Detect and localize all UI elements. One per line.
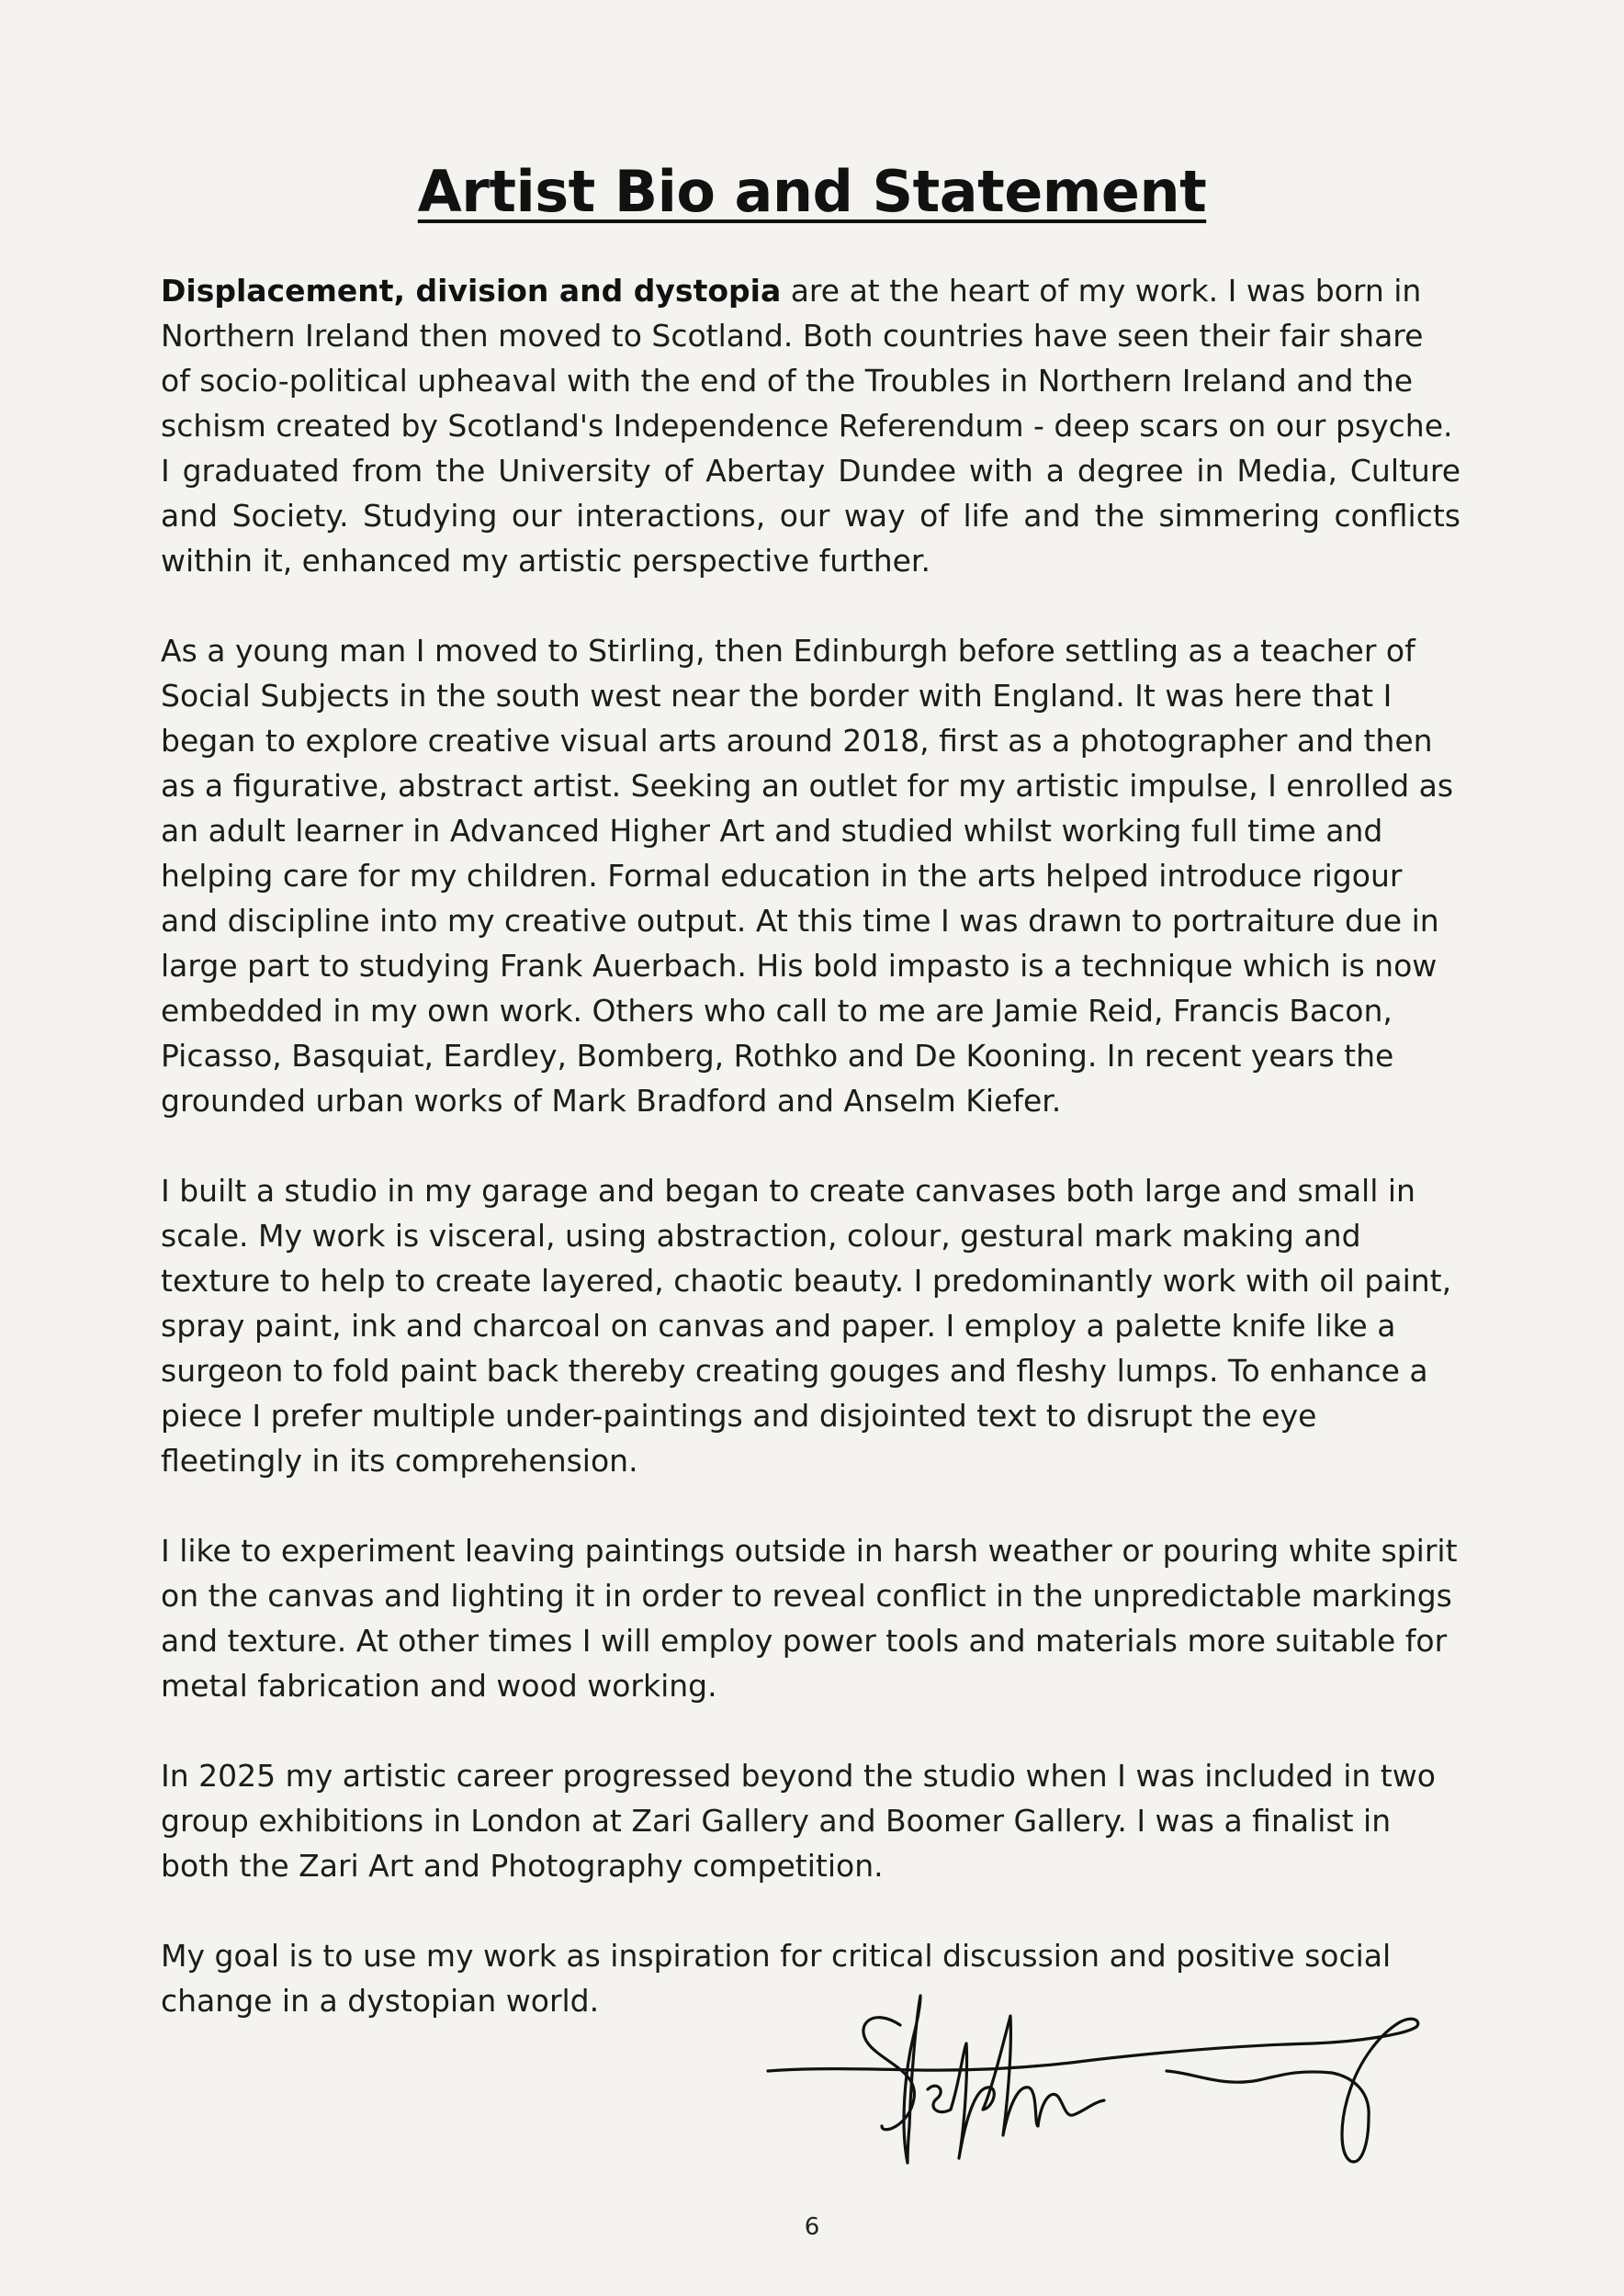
paragraph-5: In 2025 my artistic career progressed beyond the studio when I was included in two group exhibitions in London at Zari Gallery and Boomer Gallery. I was a finalist in both the Zari Art and Photography competition. bbox=[161, 1758, 1436, 1884]
paragraph-6: My goal is to use my work as inspiration for critical discussion and positive social change in a dystopian world. bbox=[161, 1938, 1392, 2019]
paragraph-2: As a young man I moved to Stirling, then Edinburgh before settling as a teacher of Social Subjects in the south west near the border with England. It was here that I began to explore creative visual arts around 2018, first as a photographer and then as a figurative, abstract artist. Seeking an outlet for my artistic impulse, I enrolled as an adult learner in Advanced Higher Art and studied whilst working full time and helping care for my children. Formal education in the arts helped introduce rigour and discipline into my creative output. At this time I was drawn to portraiture due in large part to studying Frank Auerbach. His bold impasto is a technique which is now embedded in my own work. Others who call to me are Jamie Reid, Francis Bacon, Picasso, Basquiat, Eardley, Bomberg, Rothko and De Kooning. In recent years the grounded urban works of Mark Bradford and Anselm Kiefer. bbox=[161, 633, 1454, 1119]
body-text bbox=[161, 268, 1460, 2068]
page-number: 6 bbox=[804, 2213, 820, 2241]
paragraph-1 bbox=[161, 268, 1460, 448]
signature-stroke-t bbox=[904, 1996, 920, 2163]
paragraph-3: I built a studio in my garage and began to create canvases both large and small in scale. My work is visceral, using abstraction, colour, gestural mark making and texture to help to create layered, chaotic beauty. I predominantly work with oil paint, spray paint, ink and charcoal on canvas and paper. I employ a palette knife like a surgeon to fold paint back thereby creating gouges and fleshy lumps. To enhance a piece I prefer multiple under-paintings and disjointed text to disrupt the eye fleetingly in its comprehension. bbox=[161, 1173, 1452, 1479]
paragraph-4: I like to experiment leaving paintings outside in harsh weather or pouring white spirit on the canvas and lighting it in order to reveal conflict in the unpredictable markings and texture. At other times I will employ power tools and materials more suitable for metal fabrication and wood working. bbox=[161, 1533, 1458, 1704]
signature-stroke-letters bbox=[928, 2016, 1104, 2158]
signature-icon bbox=[762, 1988, 1424, 2172]
paragraph-1-text: are at the heart of my work. I was born in Northern Ireland then moved to Scotland. Both countries have seen their fair share of socio-political upheaval with the end of the Troubles in Northern Ireland and the schism created by Scotland's Independence Referendum - deep scars on our psyche. bbox=[161, 273, 1453, 444]
paragraph-1-continued: I graduated from the University of Abertay Dundee with a degree in Media, Culture and Society. Studying our interactions, our way of life and the simmering conflicts within it, enhanced my artistic perspective further. bbox=[161, 453, 1460, 579]
paragraph-1-lead: Displacement, division and dystopia bbox=[161, 273, 782, 309]
page-title: Artist Bio and Statement bbox=[417, 157, 1207, 225]
